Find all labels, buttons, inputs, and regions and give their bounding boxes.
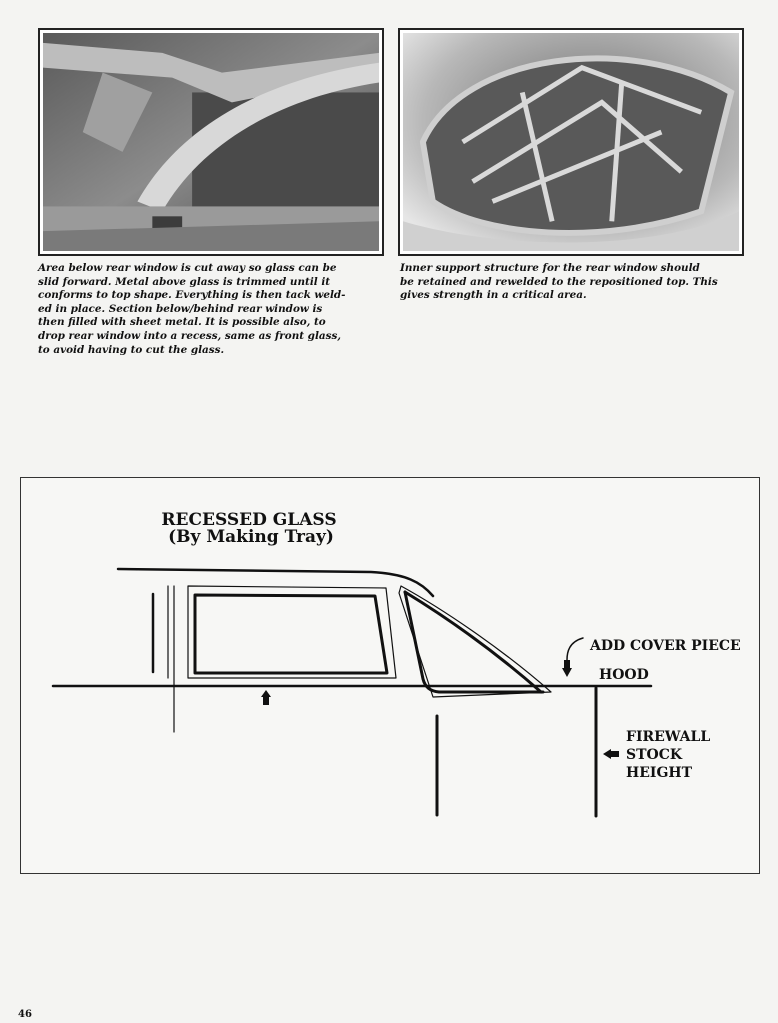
label-stock: STOCK: [626, 747, 683, 763]
diagram-drawing: [21, 478, 761, 875]
arrow-cover-piece: [562, 668, 572, 677]
photo-rear-window-cutaway: [38, 28, 384, 256]
caption-right: [400, 262, 745, 303]
caption-line: Area below rear window is cut away so glass can be: [38, 262, 337, 274]
caption-line: be retained and rewelded to the repositioned top. This: [400, 275, 718, 288]
photo-inner-support-structure: [398, 28, 744, 256]
caption-line: drop rear window into a recess, same as front glass,: [38, 329, 341, 342]
caption-line: then filled with sheet metal. It is possible also, to: [38, 316, 326, 329]
caption-line: gives strength in a critical area.: [400, 289, 587, 302]
recessed-glass-diagram: [20, 477, 760, 874]
diagram-title-line1: RECESSED GLASS: [161, 510, 337, 530]
caption-line: Inner support structure for the rear window should: [400, 262, 700, 274]
diagram-title-line2: (By Making Tray): [168, 527, 334, 547]
arrow-up: [261, 690, 271, 697]
label-add-cover-piece: ADD COVER PIECE: [590, 638, 741, 654]
label-hood: HOOD: [599, 667, 649, 683]
caption-line: to avoid having to cut the glass.: [38, 343, 225, 356]
arrow-firewall: [603, 749, 611, 759]
page-number: 46: [18, 1009, 32, 1020]
car-profile-lines: [53, 569, 651, 816]
label-firewall: FIREWALL: [626, 729, 711, 745]
diagram-arrows: [261, 660, 619, 759]
caption-line: ed in place. Section below/behind rear window is: [38, 302, 323, 315]
caption-line: conforms to top shape. Everything is then tack weld-: [38, 289, 346, 302]
label-height: HEIGHT: [626, 765, 693, 781]
caption-line: slid forward. Metal above glass is trimmed until it: [38, 275, 331, 288]
caption-left: [38, 262, 378, 357]
